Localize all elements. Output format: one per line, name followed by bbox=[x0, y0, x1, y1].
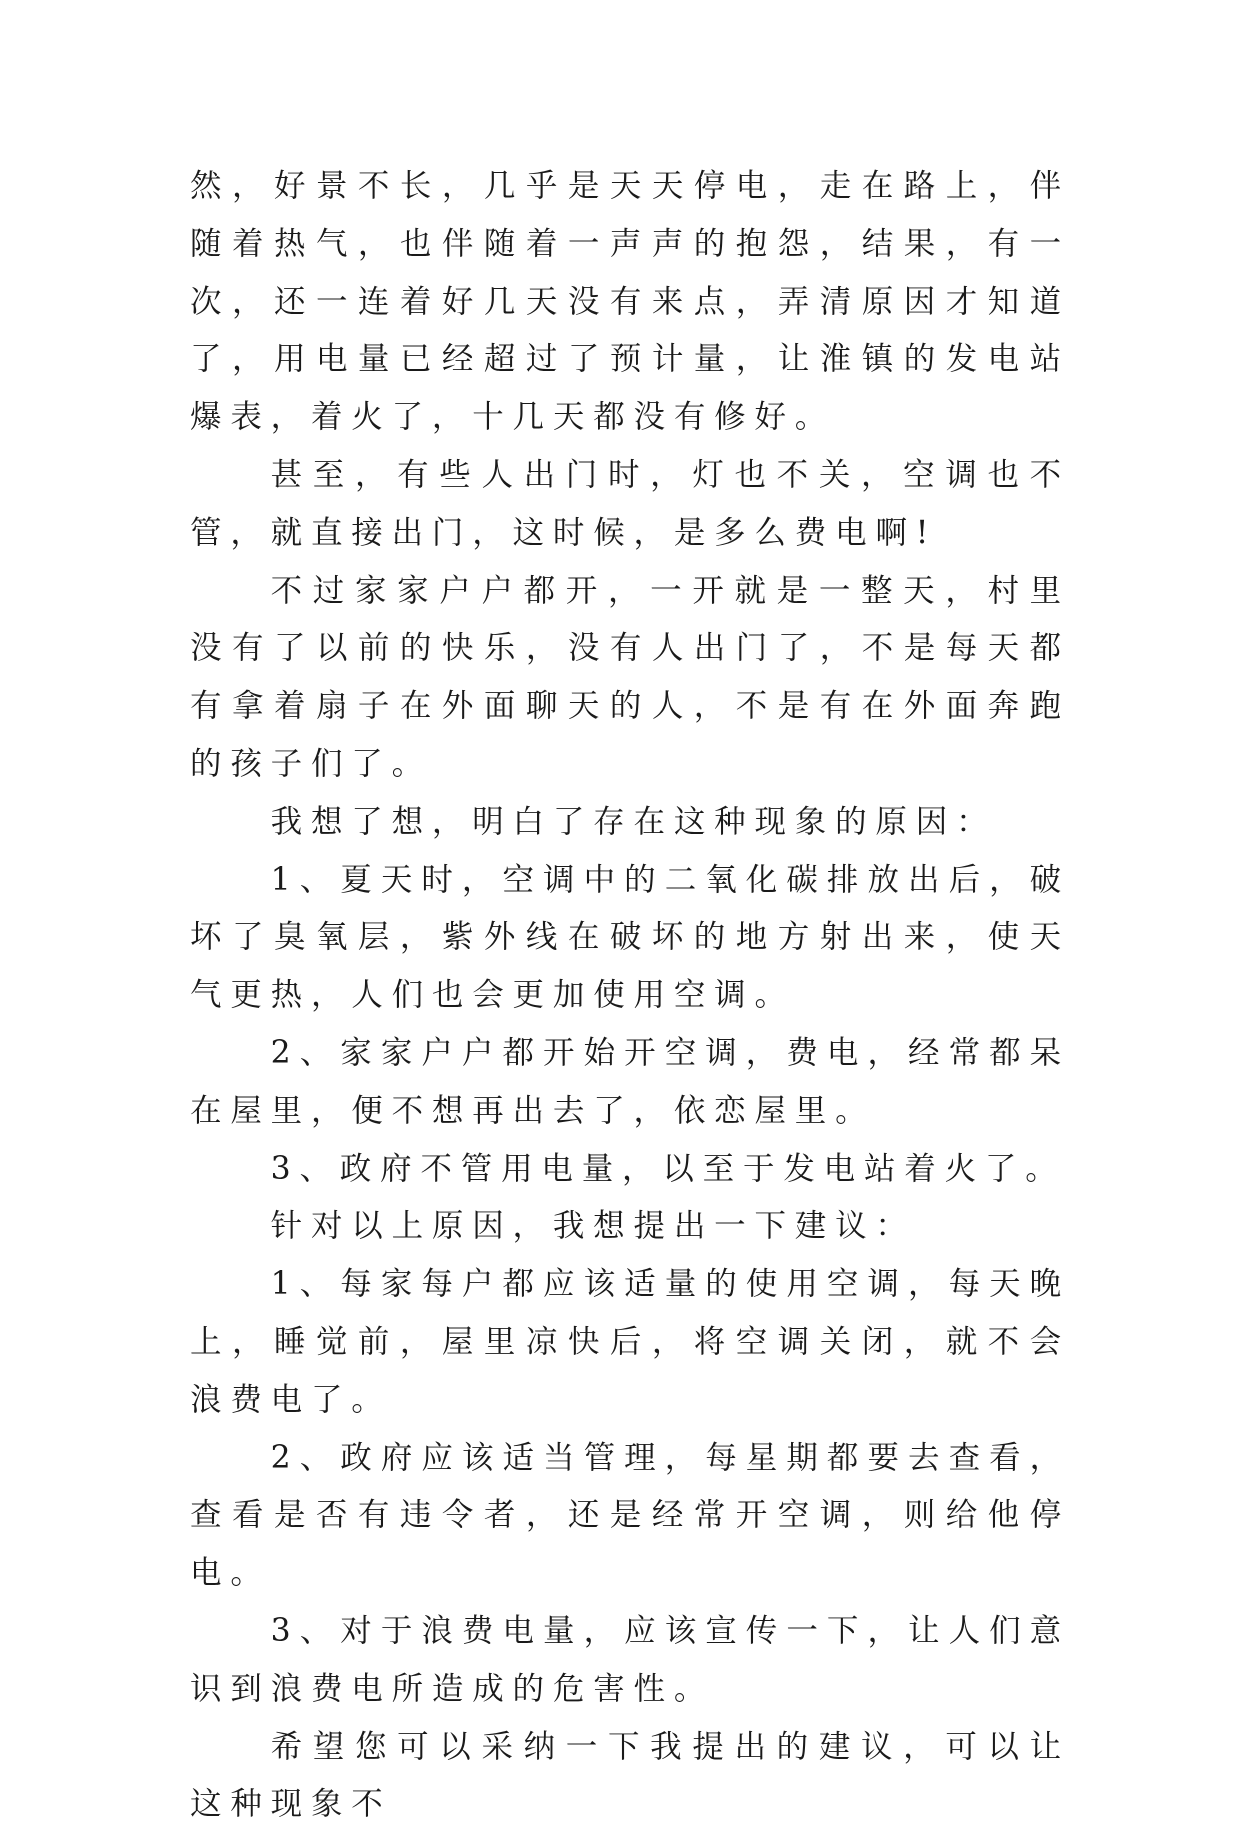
list-item-reason-1: 1、夏天时，空调中的二氧化碳排放出后，破坏了臭氧层，紫外线在破坏的地方射出来，使天气更热，人们也会更加使用空调。 bbox=[190, 861, 1070, 1014]
list-item-reason-2: 2、家家户户都开始开空调，费电，经常都呆在屋里，便不想再出去了，依恋屋里。 bbox=[190, 1034, 1070, 1129]
paragraph: 我想了想，明白了存在这种现象的原因： bbox=[270, 803, 997, 840]
paragraph: 针对以上原因，我想提出一下建议： bbox=[270, 1208, 916, 1245]
list-item-suggestion-1: 1、每家每户都应该适量的使用空调，每天晚上，睡觉前，屋里凉快后，将空调关闭，就不会浪费电了。 bbox=[190, 1266, 1070, 1418]
document-body bbox=[190, 158, 1070, 1834]
list-item-reason-3: 3、政府不管用电量，以至于发电站着火了。 bbox=[270, 1150, 1066, 1187]
paragraph: 甚至，有些人出门时，灯也不关，空调也不管，就直接出门，这时候，是多么费电啊! bbox=[190, 456, 1070, 551]
list-item-suggestion-3: 3、对于浪费电量，应该宣传一下，让人们意识到浪费电所造成的危害性。 bbox=[190, 1612, 1070, 1707]
paragraph: 不过家家户户都开，一开就是一整天，村里没有了以前的快乐，没有人出门了，不是每天都有拿着扇子在外面聊天的人，不是有在外面奔跑的孩子们了。 bbox=[190, 572, 1070, 782]
paragraph-continuation: 然，好景不长，几乎是天天停电，走在路上，伴随着热气，也伴随着一声声的抱怨，结果，有一次，还一连着好几天没有来点，弄清原因才知道了，用电量已经超过了预计量，让淮镇的发电站爆表，着火了，十几天都没有修好。 bbox=[190, 168, 1070, 436]
paragraph: 希望您可以采纳一下我提出的建议，可以让这种现象不 bbox=[190, 1728, 1070, 1823]
list-item-suggestion-2: 2、政府应该适当管理，每星期都要去查看，查看是否有违令者，还是经常开空调，则给他停电。 bbox=[190, 1439, 1070, 1592]
